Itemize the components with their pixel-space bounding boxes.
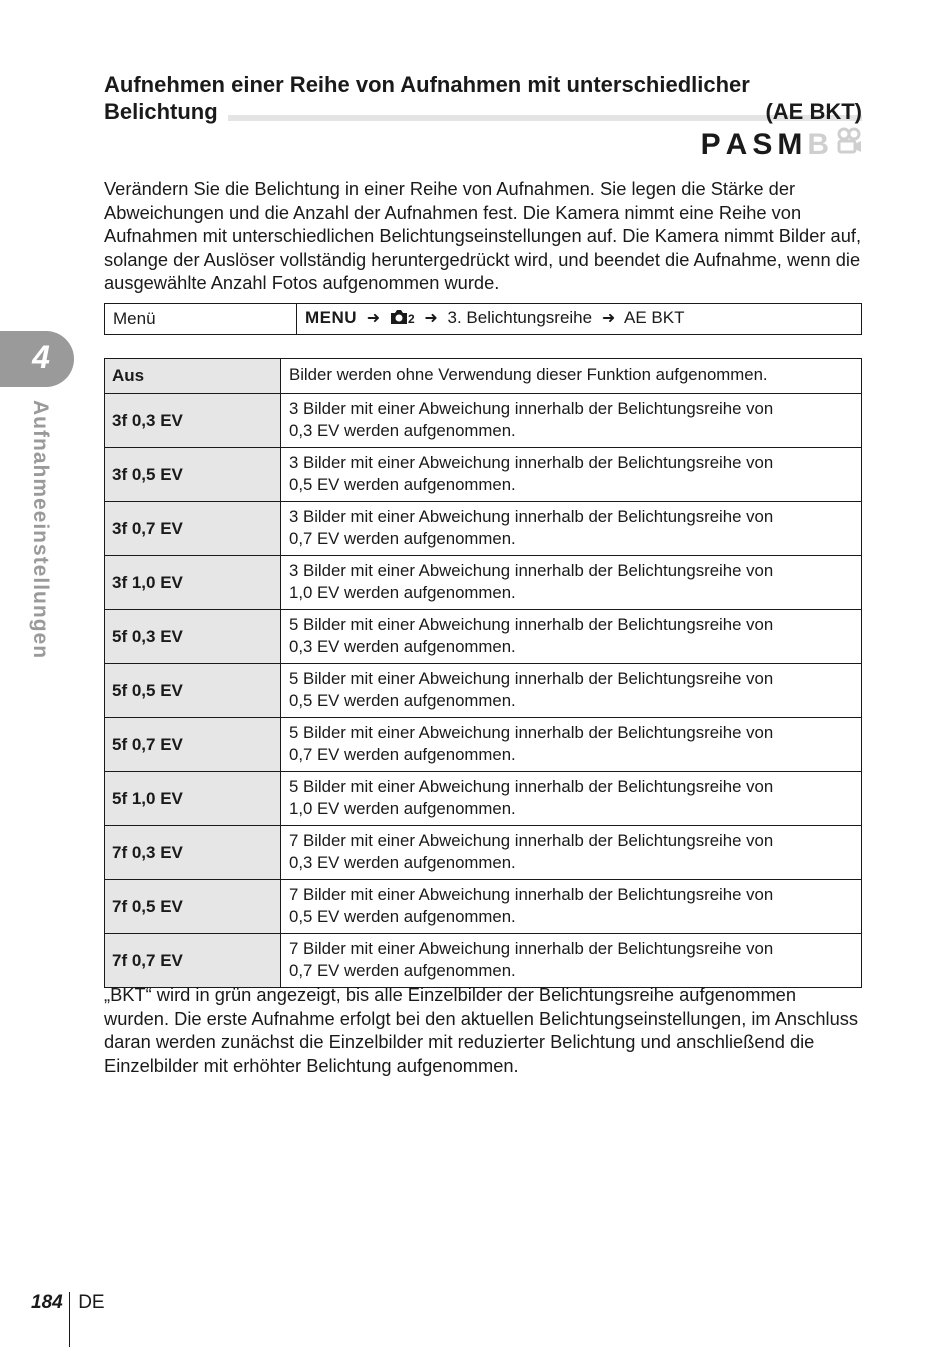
- mode-m: M: [777, 128, 806, 161]
- option-description: [281, 718, 862, 772]
- desc-line: 5 Bilder mit einer Abweichung innerhalb der Belichtungsreihe von: [289, 614, 774, 634]
- heading-line-2-right: (AE BKT): [765, 99, 862, 124]
- menu-path-row: [105, 304, 862, 335]
- option-name: 7f 0,3 EV: [105, 826, 281, 880]
- arrow-right-icon: ➜: [366, 309, 381, 327]
- table-row: [105, 772, 862, 826]
- desc-line: 5 Bilder mit einer Abweichung innerhalb der Belichtungsreihe von: [289, 668, 774, 688]
- desc-line: 0,3 EV werden aufgenommen.: [289, 853, 516, 872]
- option-name: 3f 0,3 EV: [105, 394, 281, 448]
- table-row: [105, 502, 862, 556]
- desc-line: 3 Bilder mit einer Abweichung innerhalb der Belichtungsreihe von: [289, 506, 774, 526]
- mode-s: S: [752, 128, 776, 161]
- footer-divider: [69, 1292, 71, 1347]
- table-row: [105, 556, 862, 610]
- option-description: [281, 772, 862, 826]
- table-row: [105, 880, 862, 934]
- option-name: 5f 1,0 EV: [105, 772, 281, 826]
- table-row: [105, 359, 862, 394]
- option-name: 7f 0,7 EV: [105, 934, 281, 988]
- mode-b: B: [807, 128, 832, 161]
- desc-line: 7 Bilder mit einer Abweichung innerhalb der Belichtungsreihe von: [289, 938, 774, 958]
- menu-path-table: [104, 303, 862, 335]
- mode-p: P: [700, 128, 724, 161]
- heading-line-1: Aufnehmen einer Reihe von Aufnahmen mit unterschiedlicher: [104, 72, 750, 97]
- desc-line: 0,5 EV werden aufgenommen.: [289, 907, 516, 926]
- arrow-right-icon: ➜: [601, 309, 616, 327]
- table-row: [105, 826, 862, 880]
- outro-paragraph: „BKT“ wird in grün angezeigt, bis alle Einzelbilder der Belichtungsreihe aufgenommen wurden. Die erste Aufnahme erfolgt bei den aktuellen Belichtungseinstellungen, im Anschluss daran werden zunächst die Einzelbilder mit reduzierter Belichtung und anschließend die Einzelbilder mit erhöhter Belichtung aufgenommen.: [104, 984, 859, 1076]
- options-table: [104, 358, 862, 988]
- intro-paragraph: Verändern Sie die Belichtung in einer Reihe von Aufnahmen. Sie legen die Stärke der Abweichungen und die Anzahl der Aufnahmen fest. Die Kamera nimmt eine Reihe von Aufnahmen mit unterschiedlichen Belichtungseinstellungen auf. Die Kamera nimmt Bilder auf, solange der Auslöser vollständig heruntergedrückt wird, und beendet die Aufnahme, wenn die ausgewählte Anzahl Fotos aufgenommen wurde.: [104, 178, 862, 294]
- option-description: [281, 880, 862, 934]
- menu-setting: AE BKT: [624, 307, 685, 327]
- option-name: 7f 0,5 EV: [105, 880, 281, 934]
- option-name: 5f 0,3 EV: [105, 610, 281, 664]
- option-description: [281, 394, 862, 448]
- menu-label: Menü: [105, 304, 297, 335]
- menu-button-label: MENU: [305, 307, 358, 327]
- table-row: [105, 664, 862, 718]
- option-name: 5f 0,7 EV: [105, 718, 281, 772]
- option-description: [281, 448, 862, 502]
- section-heading: [104, 71, 862, 125]
- menu-tab-subscript: 2: [407, 311, 415, 326]
- chapter-number: 4: [32, 339, 50, 375]
- page-number: 184: [31, 1292, 63, 1313]
- heading-line-2: [104, 98, 862, 125]
- heading-line-2-left: Belichtung: [104, 99, 218, 124]
- table-row: [105, 448, 862, 502]
- shooting-menu-icon: [390, 308, 408, 331]
- desc-line: 0,3 EV werden aufgenommen.: [289, 421, 516, 440]
- arrow-right-icon: ➜: [424, 309, 438, 327]
- table-row: [105, 394, 862, 448]
- option-description: [281, 610, 862, 664]
- desc-line: 0,3 EV werden aufgenommen.: [289, 637, 516, 656]
- desc-line: 7 Bilder mit einer Abweichung innerhalb der Belichtungsreihe von: [289, 884, 774, 904]
- option-description: [281, 359, 862, 394]
- desc-line: 3 Bilder mit einer Abweichung innerhalb der Belichtungsreihe von: [289, 398, 774, 418]
- menu-path: [297, 304, 862, 335]
- page-footer: [31, 1292, 105, 1347]
- desc-line: Bilder werden ohne Verwendung dieser Funktion aufgenommen.: [289, 365, 768, 385]
- language-code: DE: [78, 1292, 105, 1313]
- option-description: [281, 934, 862, 988]
- option-description: [281, 664, 862, 718]
- desc-line: 3 Bilder mit einer Abweichung innerhalb der Belichtungsreihe von: [289, 452, 774, 472]
- desc-line: 7 Bilder mit einer Abweichung innerhalb der Belichtungsreihe von: [289, 830, 774, 850]
- table-row: [105, 934, 862, 988]
- option-name: 5f 0,5 EV: [105, 664, 281, 718]
- desc-line: 0,7 EV werden aufgenommen.: [289, 745, 516, 764]
- option-name: 3f 0,5 EV: [105, 448, 281, 502]
- option-description: [281, 502, 862, 556]
- option-name: 3f 1,0 EV: [105, 556, 281, 610]
- table-row: [105, 610, 862, 664]
- desc-line: 0,5 EV werden aufgenommen.: [289, 475, 516, 494]
- chapter-label: Aufnahmeeinstellungen: [29, 400, 52, 660]
- desc-line: 5 Bilder mit einer Abweichung innerhalb der Belichtungsreihe von: [289, 722, 774, 742]
- movie-camera-icon: [836, 127, 862, 163]
- option-name: Aus: [105, 359, 281, 394]
- option-description: [281, 826, 862, 880]
- shooting-modes: [699, 127, 862, 163]
- desc-line: 1,0 EV werden aufgenommen.: [289, 799, 516, 818]
- desc-line: 1,0 EV werden aufgenommen.: [289, 583, 516, 602]
- desc-line: 0,7 EV werden aufgenommen.: [289, 529, 516, 548]
- mode-a: A: [725, 128, 751, 161]
- desc-line: 0,5 EV werden aufgenommen.: [289, 691, 516, 710]
- desc-line: 3 Bilder mit einer Abweichung innerhalb der Belichtungsreihe von: [289, 560, 774, 580]
- desc-line: 0,7 EV werden aufgenommen.: [289, 961, 516, 980]
- menu-item: 3. Belichtungsreihe: [447, 307, 593, 327]
- option-name: 3f 0,7 EV: [105, 502, 281, 556]
- desc-line: 5 Bilder mit einer Abweichung innerhalb der Belichtungsreihe von: [289, 776, 774, 796]
- option-description: [281, 556, 862, 610]
- table-row: [105, 718, 862, 772]
